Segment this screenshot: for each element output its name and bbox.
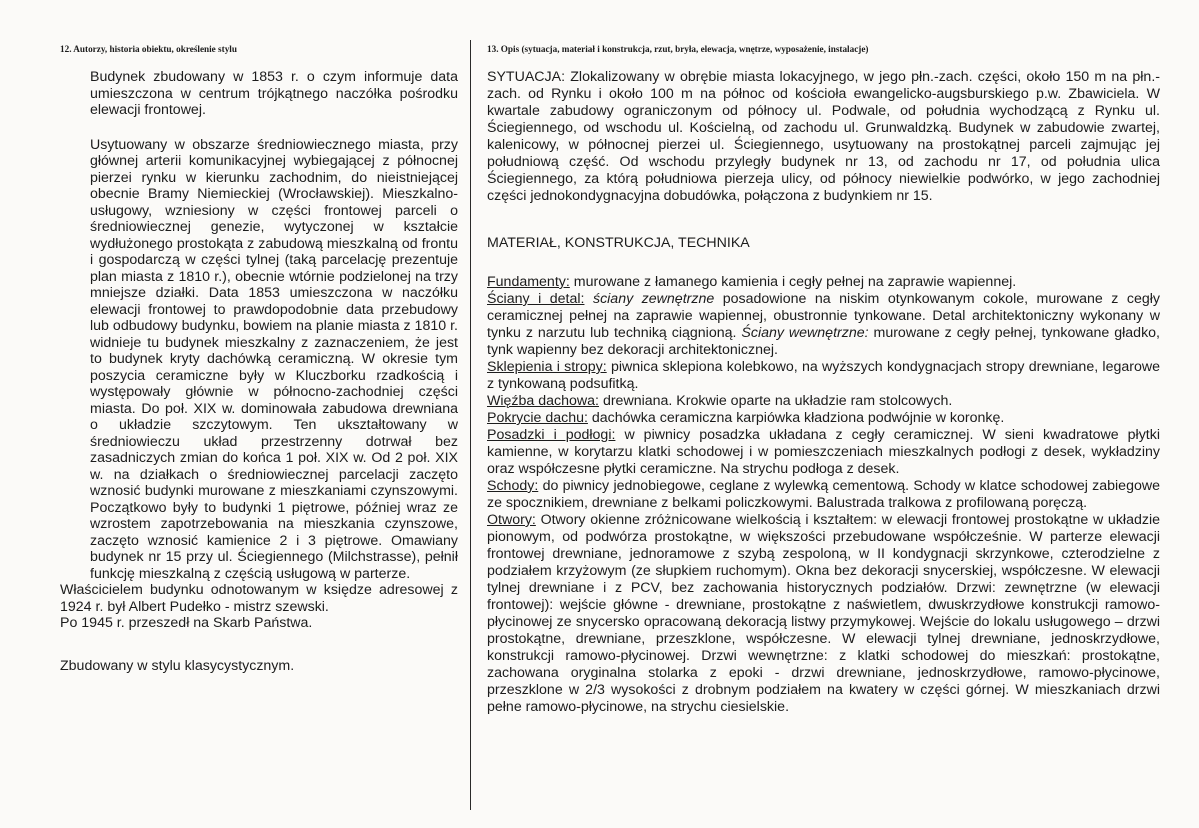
item-schody: Schody: do piwnicy jednobiegowe, ceglane z wylewką cementową. Schody w klatce schodowej zabiegowe ze spocznikiem, drewniane z belkami policzkowymi. Balustrada tralkowa z profilowaną poręczą. xyxy=(487,478,1160,511)
item-sciany: Ściany i detal: ściany zewnętrzne posadowione na niskim otynkowanym cokole, murowane z cegły ceramicznej pełnej na zaprawie wapiennej, obustronnie tynkowane. Detal architektoniczny wykonany w tynku z narzutu lub techniką ciągnioną. Ściany wewnętrzne: murowane z cegły pełnej, tynkowane gładko, tynk wapienny bez dekoracji architektonicznej. xyxy=(487,291,1161,358)
paragraph: Po 1945 r. przeszedł na Skarb Państwa. xyxy=(60,615,313,631)
left-column xyxy=(60,44,458,674)
left-body xyxy=(60,69,458,674)
section-title: MATERIAŁ, KONSTRUKCJA, TECHNIKA xyxy=(487,235,750,251)
situation-paragraph: SYTUACJA: Zlokalizowany w obrębie miasta lokacyjnego, w jego płn.-zach. części, około 150 m na płn.-zach. od Rynku i około 100 m na północ od kościoła ewangelicko-augsburskiego p.w. Zbawiciela. W kwartale zabudowy ograniczonym od północy ul. Podwale, od południa wychodzącą z Rynku ul. Ściegiennego, od wschodu ul. Kościelną, od zachodu ul. Grunwaldzką. Budynek w zabudowie zwartej, kalenicowy, w północnej pierzei ul. Ściegiennego, usytuowany na prostokątnej parceli zajmując jej południową część. Od wschodu przyległy budynek nr 13, od zachodu nr 17, od południa ulica Ściegiennego, za którą południowa pierzeja ulicy, od północy niewielkie podwórko, w jego zachodniej części jednokondygnacyjna dobudówka, połączona z budynkiem nr 15. xyxy=(487,69,1160,204)
paragraph: Usytuowany w obszarze średniowiecznego miasta, przy głównej arterii komunikacyjnej wybiegającej z północnej pierzei rynku w kierunku zachodnim, do nieistniejącej obecnie Bramy Niemieckiej (Wrocławskiej). Mieszkalno-usługowy, wzniesiony w części frontowej parceli o średniowiecznej genezie, wytyczonej w kształcie wydłużonego prostokąta z zabudową mieszkalną od frontu i gospodarczą w części tylnej (taką parcelację prezentuje plan miasta z 1810 r.), obecnie wtórnie podzielonej na trzy mniejsze działki. Data 1853 umieszczona w naczółku elewacji frontowej to prawdopodobnie data przebudowy lub odbudowy budynku, bowiem na planie miasta z 1810 r. widnieje tu budynek mieszkalny z zaznaczeniem, że jest to budynek kryty dachówką ceramiczną. W okresie tym poszycia ceramiczne były w Kluczborku rzadkością i występowały głównie w północno-zachodniej części miasta. Do poł. XIX w. dominowała zabudowa drewniana o układzie szczytowym. Ten ukształtowany w średniowieczu układ przestrzenny dotrwał bez zasadniczych zmian do końca 1 poł. XIX w. Od 2 poł. XIX w. na działkach o średniowiecznej parcelacji zaczęto wznosić budynki murowane z mieszkaniami czynszowymi. Początkowo były to budynki 1 piętrowe, później wraz ze wzrostem zapotrzebowania na mieszkania czynszowe, zaczęto wznosić kamienice 2 i 3 piętrowe. Omawiany budynek nr 15 przy ul. Ściegiennego (Milchstrasse), pełnił funkcję mieszkalną z częścią usługową w parterze. xyxy=(90,136,458,582)
item-posadzki: Posadzki i podłogi: w piwnicy posadzka układana z cegły ceramicznej. W sieni kwadratowe płytki kamienne, w korytarzu klatki schodowej i w pomieszczeniach mieszkalnych podłogi z desek, wykładziny oraz współczesne płytki ceramiczne. Na strychu podłoga z desek. xyxy=(487,427,1160,477)
left-heading: 12. Autorzy, historia obiektu, określenie stylu xyxy=(60,44,237,54)
paragraph: Budynek zbudowany w 1853 r. o czym informuje data umieszczona w centrum trójkątnego naczółka pośrodku elewacji frontowej. xyxy=(90,69,458,118)
paragraph: Właścicielem budynku odnotowanym w księdze adresowej z 1924 r. był Albert Pudełko - mistrz szewski. xyxy=(60,582,458,615)
item-otwory: Otwory: Otwory okienne zróżnicowane wielkością i kształtem: w elewacji frontowej prostokątne w układzie pionowym, od podwórza prostokątne, w większości przebudowane współcześnie. W parterze elewacji frontowej drewniane, jednoramowe z szybą zespoloną, w II kondygnacji skrzynkowe, czterodzielne z podziałem krzyżowym (ze słupkiem ruchomym). Okna bez dekoracji snycerskiej, współczesne. W elewacji tylnej drewniane i z PCV, bez zachowania historycznych podziałów. Drzwi: zewnętrzne (w elewacji frontowej): wejście główne - drewniane, prostokątne z naświetlem, dwuskrzydłowe konstrukcji ramowo-płycinowej ze snycersko opracowaną dekoracją listwy przymykowej. Wejście do lokalu usługowego – drzwi prostokątne, drewniane, przeszklone, współczesne. W elewacji tylnej drewniane, jednoskrzydłowe, konstrukcji ramowo-płycinowej. Drzwi wewnętrzne: z klatki schodowej do mieszkań: prostokątne, zachowana oryginalna stolarka z epoki - drzwi drewniane, jednoskrzydłowe, ramowo-płycinowe, przeszklone w 2/3 wysokości z drobnym podziałem na kwatery w części górnej. W mieszkaniach drzwi pełne ramowo-płycinowe, na strychu ciesielskie. xyxy=(487,512,1160,715)
right-body xyxy=(487,69,1160,716)
column-divider xyxy=(470,40,471,810)
item-fundamenty: Fundamenty: murowane z łamanego kamienia i cegły pełnej na zaprawie wapiennej. xyxy=(487,274,1017,290)
item-wiezba: Więźba dachowa: drewniana. Krokwie oparte na układzie ram stolcowych. xyxy=(487,393,953,409)
item-sklepienia: Sklepienia i stropy: piwnica sklepiona kolebkowo, na wyższych kondygnacjach stropy drewniane, legarowe z tynkowaną podsufitką. xyxy=(487,359,1160,392)
right-column xyxy=(487,44,1160,716)
right-heading: 13. Opis (sytuacja, materiał i konstrukcja, rzut, bryła, elewacja, wnętrze, wyposażenie, instalacje) xyxy=(487,44,869,54)
paragraph: Zbudowany w stylu klasycystycznym. xyxy=(60,657,295,674)
item-pokrycie: Pokrycie dachu: dachówka ceramiczna karpiówka kładziona podwójnie w koronkę. xyxy=(487,410,1005,426)
